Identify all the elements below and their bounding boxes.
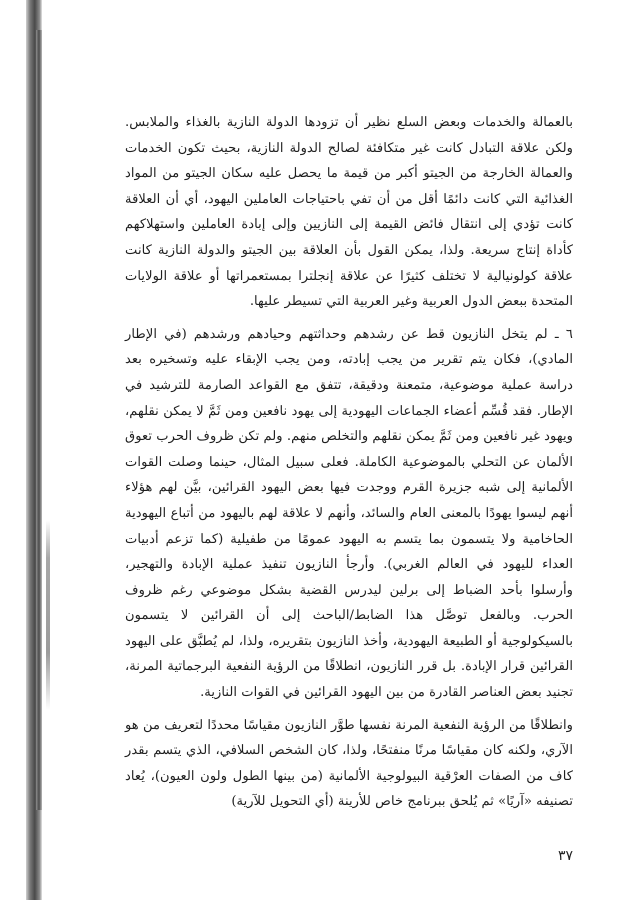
- scan-smudge: [46, 520, 50, 710]
- page-body: [125, 110, 573, 822]
- paragraph-1: بالعمالة والخدمات وبعض السلع نظير أن تزودها الدولة النازية بالغذاء والملابس. ولكن علاقة التبادل كانت غير متكافئة لصالح الدولة النازية، بحيث تكون الخدمات والعمالة الخارجة من الجيتو أكبر من قيمة ما يحصل عليه سكان الجيتو من المواد الغذائية التي كانت دائمًا أقل من أن تفي باحتياجات العاملين اليهود، أي أن العلاقة كانت تؤدي إلى انتقال فائض القيمة إلى النازيين وإلى إبادة العاملين واستهلاكهم كأداة إنتاج سريعة. ولذا، يمكن القول بأن العلاقة بين الجيتو والدولة النازية كانت علاقة كولونيالية لا تختلف كثيرًا عن علاقة إنجلترا بمستعمراتها أو علاقة الولايات المتحدة ببعض الدول العربية وغير العربية التي تسيطر عليها.: [125, 115, 573, 310]
- book-binding-edge: [36, 30, 42, 810]
- paragraph-2: ٦ ـ لم يتخل النازيون قط عن رشدهم وحداثتهم وحيادهم ورشدهم (في الإطار المادي)، فكان يتم تقرير من يجب إبادته، ومن يجب الإبقاء عليه وتسخيره بعد دراسة عملية موضوعية، متمعنة ودقيقة، تتفق مع القواعد الصارمة للترشيد في الإطار. فقد قُسِّم أعضاء الجماعات اليهودية إلى يهود نافعين ومن ثَمَّ لا يمكن نقلهم، ويهود غير نافعين ومن ثَمَّ يمكن نقلهم والتخلص منهم. ولم تكن ظروف الحرب تعوق الألمان عن التحلي بالموضوعية الكاملة. فعلى سبيل المثال، حينما وصلت القوات الألمانية إلى شبه جزيرة القرم ووجدت فيها بعض اليهود القرائين، بيَّن لهم هؤلاء أنهم ليسوا يهودًا بالمعنى العام والسائد، وأنهم لا علاقة لهم باليهود من أتباع اليهودية الحاخامية ولا يتسمون بما يتسم به اليهود عمومًا من طفيلية (كما تزعم أدبيات العداء لليهود في العالم الغربي). وأرجأ النازيون تنفيذ عملية الإبادة والتهجير، وأرسلوا بأحد الضباط إلى برلين ليدرس القضية بشكل موضوعي رغم ظروف الحرب. وبالفعل توصَّل هذا الضابط/الباحث إلى أن القرائين لا يتسمون بالسيكولوجية أو الطبيعة اليهودية، وأخذ النازيون بتقريره، ولذا، لم يُطبَّق على اليهود القرائين قرار الإبادة. بل قرر النازيون، انطلاقًا من الرؤية النفعية البرجماتية المرنة، تجنيد بعض العناصر القادرة من بين اليهود القرائين في القوات النازية.: [124, 326, 573, 701]
- page-number: ٣٧: [557, 848, 573, 864]
- paragraph-3: وانطلاقًا من الرؤية النفعية المرنة نفسها طوَّر النازيون مقياسًا محددًا لتعريف من هو الآري، ولكنه كان مقياسًا مرنًا منفتحًا، ولذا، كان الشخص السلافي، الذي يتسم بقدر كاف من الصفات العرْقية البيولوجية الألمانية (من بينها الطول ولون العيون)، يُعاد تصنيفه «آريًا» ثم يُلحق ببرنامج خاص للأرينة (أي التحويل للآرية): [124, 717, 573, 810]
